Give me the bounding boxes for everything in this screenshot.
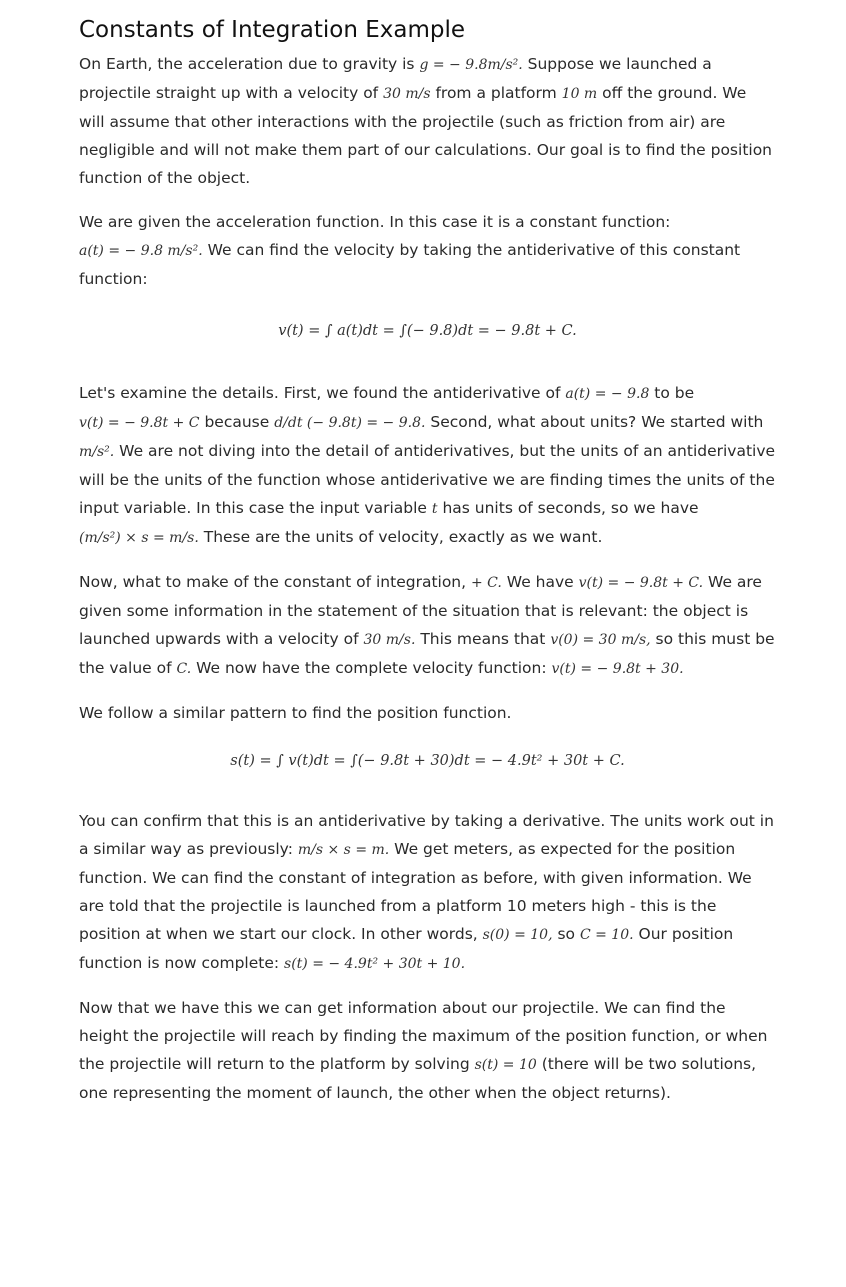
math-v0: v(0) = 30 m/s, xyxy=(550,632,651,648)
math-s0: s(0) = 10, xyxy=(482,927,553,943)
text: Now that we have this we can get information about our projectile. We can find the height the projectile will reach by finding the maximum of the position function, or when the projectile will return to the platform by solving xyxy=(79,999,768,1073)
math-c: C. xyxy=(176,661,192,677)
text: so xyxy=(552,925,580,943)
text: because xyxy=(199,413,275,431)
text: Suppose we launched a projectile straight up with a velocity of xyxy=(79,55,712,102)
paragraph-similar: We follow a similar pattern to find the position function. xyxy=(79,704,512,722)
math-v-of-t: v(t) = − 9.8t + C xyxy=(79,415,200,431)
equation-velocity: v(t) = ∫ a(t)dt = ∫(− 9.8)dt = − 9.8t + C. xyxy=(278,323,577,339)
text: has units of seconds, so we have xyxy=(437,499,699,517)
paragraph-confirm xyxy=(79,807,776,978)
math-a-of-t: a(t) = − 9.8 xyxy=(565,386,650,402)
math-t: t xyxy=(431,501,438,517)
math-plus-c: + C. xyxy=(471,575,502,591)
math-acceleration: a(t) = − 9.8 m/s². xyxy=(79,243,203,259)
math-velocity-function: v(t) = − 9.8t + 30. xyxy=(551,661,684,677)
text: Let's examine the details. First, we found the antiderivative of xyxy=(79,384,566,402)
paragraph-intro xyxy=(79,50,776,192)
math-position-function: s(t) = − 4.9t² + 30t + 10. xyxy=(284,956,466,972)
text: We are given the acceleration function. In this case it is a constant function: xyxy=(79,213,671,231)
math-units: m/s². xyxy=(79,444,115,460)
text: Now, what to make of the constant of integration, xyxy=(79,573,471,591)
math-height: 10 m xyxy=(561,86,598,102)
math-s-equals-10: s(t) = 10 xyxy=(474,1057,537,1073)
text: off the ground. We will assume that other interactions with the projectile (such as friction from air) are negligible and will not make them part of our calculations. Our goal is to find the position function of the object. xyxy=(79,84,773,187)
text: Our position function is now complete: xyxy=(79,925,734,972)
page-title: Constants of Integration Example xyxy=(79,17,466,43)
text: This means that xyxy=(415,630,551,648)
text: You can confirm that this is an antiderivative by taking a derivative. The units work out in a similar way as previously: xyxy=(79,812,774,858)
text: We can find the velocity by taking the antiderivative of this constant function: xyxy=(79,241,741,288)
text: These are the units of velocity, exactly as we want. xyxy=(198,528,603,546)
math-c-value: C = 10. xyxy=(579,927,634,943)
paragraph-details xyxy=(79,379,776,552)
text: We are given some information in the statement of the situation that is relevant: the object is launched upwards with a velocity of xyxy=(79,573,762,648)
paragraph-constant xyxy=(79,568,776,683)
text: from a platform xyxy=(430,84,562,102)
math-velocity: 30 m/s. xyxy=(363,632,416,648)
math-unit-product: (m/s²) × s = m/s. xyxy=(79,530,199,546)
equation-position: s(t) = ∫ v(t)dt = ∫(− 9.8t + 30)dt = − 4.9t² + 30t + C. xyxy=(230,753,625,769)
text: We now have the complete velocity function: xyxy=(191,659,552,677)
math-derivative: d/dt (− 9.8t) = − 9.8. xyxy=(274,415,426,431)
text: We get meters, as expected for the position function. We can find the constant of integration as before, with given information. We are told that the projectile is launched from a platform 10 meters high - this is the position at when we start our clock. In other words, xyxy=(79,840,752,943)
text: so this must be the value of xyxy=(79,630,775,677)
math-velocity: 30 m/s xyxy=(383,86,431,102)
math-units: m/s × s = m. xyxy=(297,842,390,858)
text: We have xyxy=(501,573,579,591)
math-v-of-t: v(t) = − 9.8t + C. xyxy=(578,575,704,591)
text: Second, what about units? We started with xyxy=(425,413,764,431)
math-gravity: g = − 9.8m/s². xyxy=(419,57,523,73)
text: (there will be two solutions, one representing the moment of launch, the other when the object returns). xyxy=(79,1055,757,1102)
paragraph-acceleration xyxy=(79,208,776,293)
text: We are not diving into the detail of antiderivatives, but the units of an antiderivative will be the units of the function whose antiderivative we are finding times the units of the input variable. In this case the input variable xyxy=(79,442,776,517)
paragraph-conclusion xyxy=(79,994,776,1107)
text: On Earth, the acceleration due to gravity is xyxy=(79,55,420,73)
text: to be xyxy=(649,384,695,402)
